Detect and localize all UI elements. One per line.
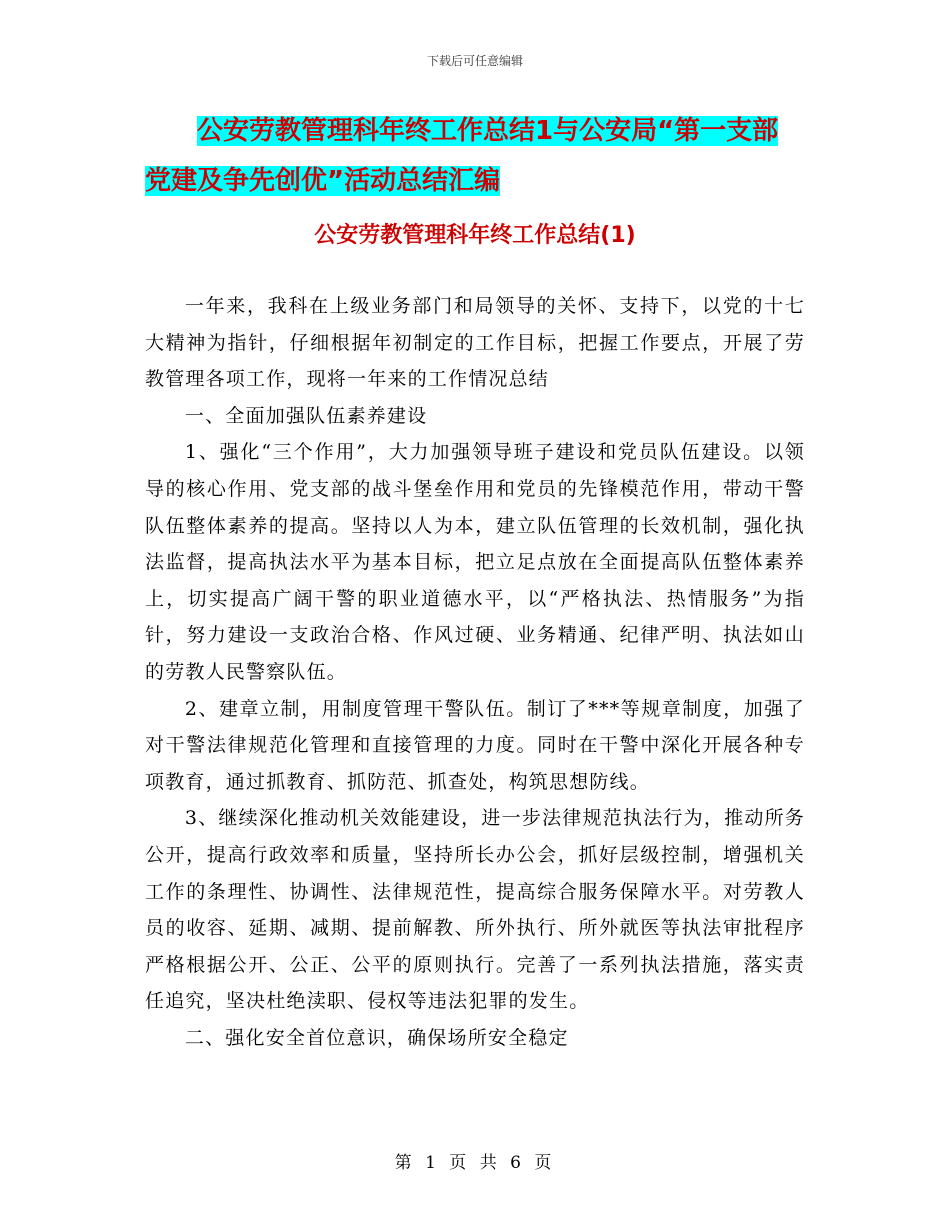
- title-line-2: [145, 156, 815, 206]
- title-line-1: [145, 106, 815, 156]
- header-note: 下载后可任意编辑: [426, 54, 523, 68]
- paragraph-intro: 一年来，我科在上级业务部门和局领导的关怀、支持下，以党的十七大精神为指针，仔细根据年初制定的工作目标，把握工作要点，开展了劳教管理各项工作，现将一年来的工作情况总结: [145, 295, 805, 391]
- title-line-1-text: 公安劳教管理科年终工作总结1与公安局“第一支部: [197, 116, 779, 146]
- heading-part-1: 一、全面加强队伍素养建设: [184, 404, 428, 427]
- paragraph-item-1: 1、强化“三个作用”，大力加强领导班子建设和党员队伍建设。以领导的核心作用、党支部的战斗堡垒作用和党员的先锋模范作用，带动干警队伍整体素养的提高。坚持以人为本，建立队伍管理的长效机制，强化执法监督，提高执法水平为基本目标，把立足点放在全面提高队伍整体素养上，切实提高广阔干警的职业道德水平，以“严格执法、热情服务”为指针，努力建设一支政治合格、作风过硬、业务精通、纪律严明、执法如山的劳教人民警察队伍。: [145, 441, 805, 683]
- paragraph-item-2: 2、建章立制，用制度管理干警队伍。制订了***等规章制度，加强了对干警法律规范化管理和直接管理的力度。同时在干警中深化开展各种专项教育，通过抓教育、抓防范、抓查处，构筑思想防线。: [145, 697, 805, 793]
- paragraph-item-3: 3、继续深化推动机关效能建设，进一步法律规范执法行为，推动所务公开，提高行政效率和质量，坚持所长办公会，抓好层级控制，增强机关工作的条理性、协调性、法律规范性，提高综合服务保障水平。对劳教人员的收容、延期、减期、提前解教、所外执行、所外就医等执法审批程序严格根据公开、公正、公平的原则执行。完善了一系列执法措施，落实责任追究，坚决杜绝渎职、侵权等违法犯罪的发生。: [145, 807, 805, 1013]
- page-footer: 第 1 页 共 6 页: [394, 1153, 556, 1173]
- title-line-2-text: 党建及争先创优”活动总结汇编: [145, 166, 501, 196]
- document-body: [145, 288, 805, 1056]
- document-title: [145, 106, 815, 206]
- section-title: 公安劳教管理科年终工作总结(1): [314, 223, 636, 248]
- heading-part-2: 二、强化安全首位意识，确保场所安全稳定: [184, 1026, 569, 1049]
